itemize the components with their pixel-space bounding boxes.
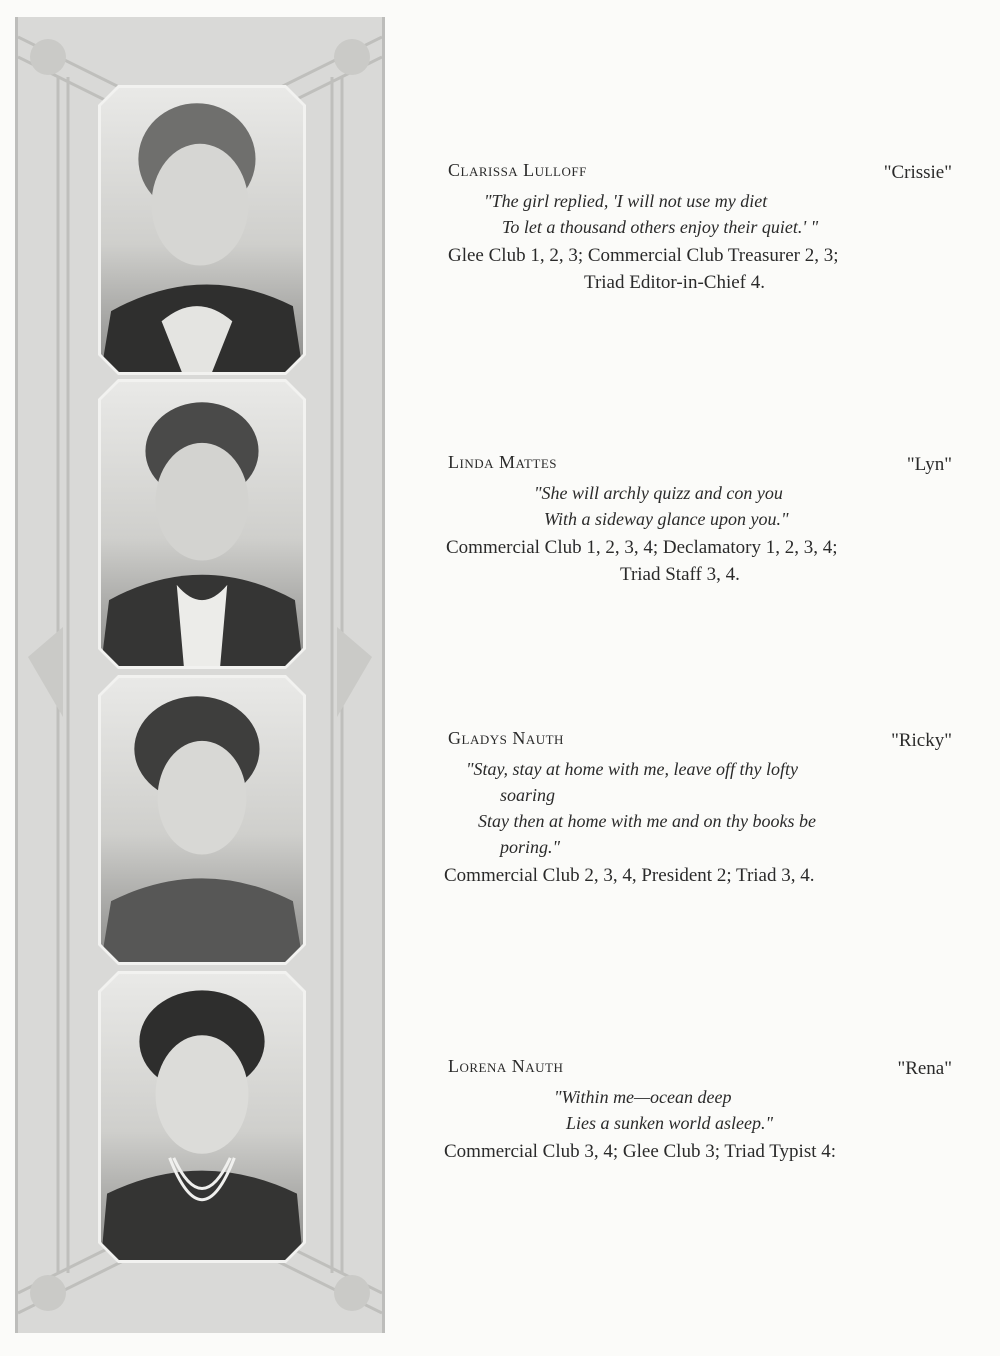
student-name: Gladys Nauth [448, 728, 564, 748]
student-quote: "Stay, stay at home with me, leave off thy lofty soaring Stay then at home with me and on thy books be poring." [466, 759, 816, 857]
student-nickname: "Ricky" [891, 730, 952, 751]
student-entry-3 [444, 728, 956, 889]
student-activities: Commercial Club 3, 4; Glee Club 3; Triad Typist 4: [444, 1141, 837, 1162]
portrait-photo-1 [98, 85, 306, 375]
student-entry-4 [444, 1056, 956, 1165]
portrait-panel [15, 17, 385, 1333]
student-nickname: "Crissie" [883, 162, 952, 183]
student-name: Clarissa Lulloff [448, 160, 587, 180]
student-quote: "She will archly quizz and con you With a sideway glance upon you." [534, 483, 789, 529]
portrait-photo-4 [98, 971, 306, 1263]
student-quote: "The girl replied, 'I will not use my diet To let a thousand others enjoy their quiet.' " [484, 191, 819, 237]
portrait-photo-2 [98, 379, 306, 669]
student-activities: Glee Club 1, 2, 3; Commercial Club Treasurer 2, 3; Triad Editor-in-Chief 4. [448, 245, 839, 293]
student-nickname: "Lyn" [906, 454, 952, 475]
student-activities: Commercial Club 2, 3, 4, President 2; Triad 3, 4. [444, 865, 815, 886]
student-entry-1 [444, 160, 956, 296]
student-name: Linda Mattes [448, 452, 557, 472]
student-name: Lorena Nauth [448, 1056, 564, 1076]
student-activities: Commercial Club 1, 2, 3, 4; Declamatory 1, 2, 3, 4; Triad Staff 3, 4. [446, 537, 838, 585]
student-nickname: "Rena" [897, 1058, 952, 1079]
student-entry-2 [444, 452, 956, 588]
student-quote: "Within me—ocean deep Lies a sunken world asleep." [554, 1087, 774, 1133]
portrait-photo-3 [98, 675, 306, 965]
